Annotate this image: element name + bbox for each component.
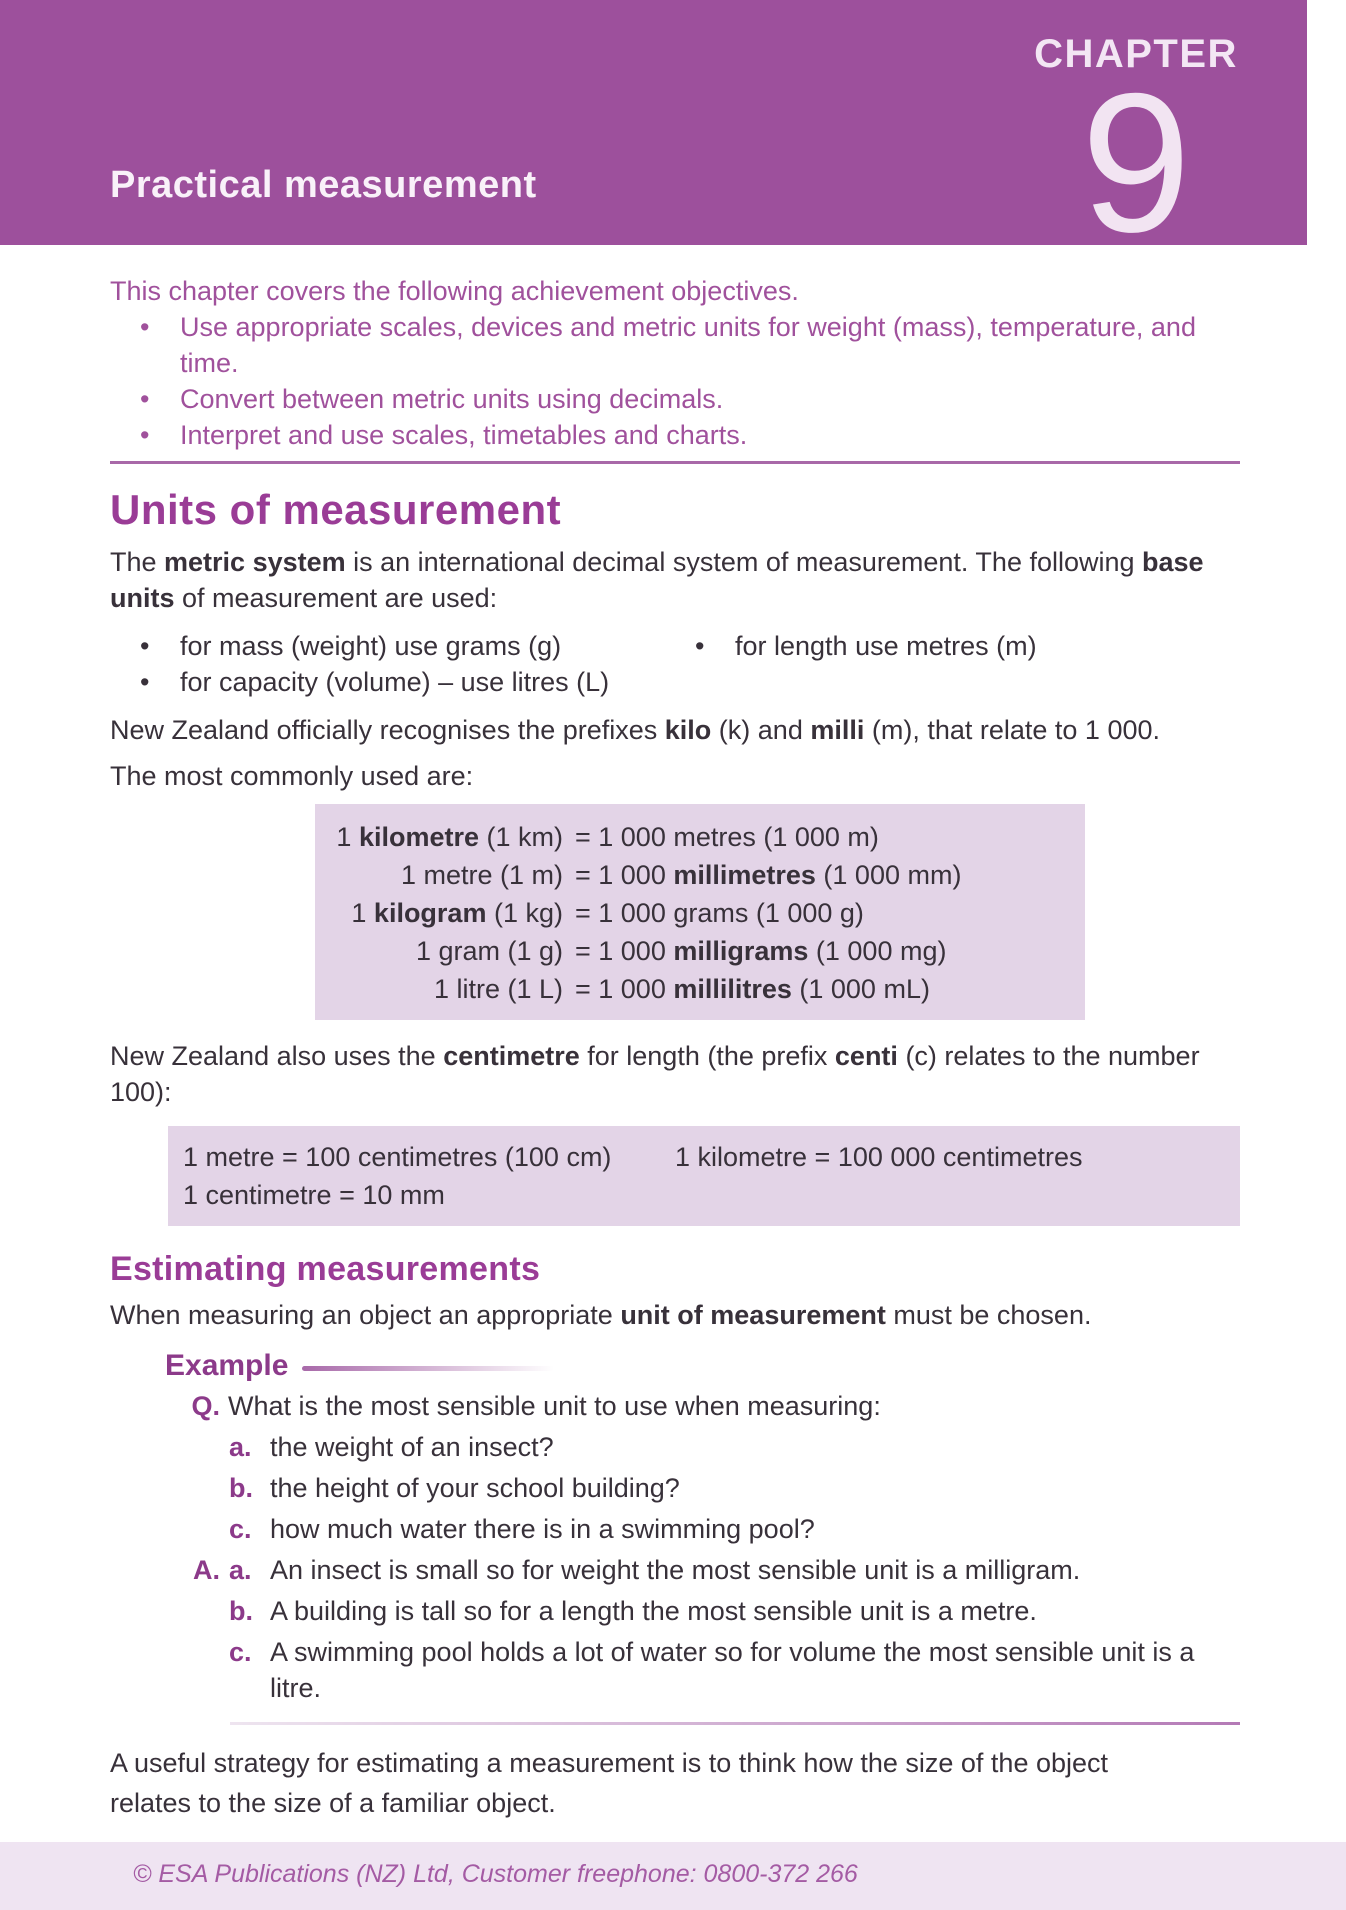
centimetre-box — [168, 1126, 1240, 1226]
base-unit-item — [110, 628, 665, 664]
objective-text: Interpret and use scales, timetables and charts. — [180, 420, 748, 450]
marker-spacer — [165, 1511, 220, 1547]
chapter-block — [1031, 30, 1241, 273]
base-unit-item — [110, 664, 1240, 700]
conversion-row — [315, 856, 1085, 894]
objective-text: Use appropriate scales, devices and metric units for weight (mass), temperature, and time. — [180, 312, 1196, 378]
units-heading: Units of measurement — [110, 486, 562, 533]
chapter-number: 9 — [1080, 52, 1192, 273]
base-unit-text: for capacity (volume) – use litres (L) — [180, 667, 610, 697]
section-divider — [110, 461, 1240, 464]
item-text: A swimming pool holds a lot of water so for volume the most sensible unit is a litre. — [270, 1637, 1195, 1703]
conversion-left: 1 metre (1 m) — [400, 860, 563, 890]
chapter-label: CHAPTER — [1034, 32, 1238, 76]
item-text: An insect is small so for weight the most sensible unit is a milligram. — [270, 1555, 1081, 1585]
objective-item — [110, 417, 1240, 453]
conversion-row — [315, 970, 1085, 1008]
conversion-right: = 1 000 grams (1 000 g) — [575, 898, 864, 928]
answer-marker: A. — [193, 1555, 220, 1585]
chapter-banner — [0, 0, 1307, 273]
prefix-note: New Zealand officially recognises the prefixes kilo (k) and milli (m), that relate to 1 000. — [110, 715, 1161, 745]
question-row — [165, 1388, 1240, 1424]
item-text: how much water there is in a swimming pool? — [270, 1514, 815, 1544]
marker-spacer — [165, 1429, 220, 1465]
bullet-icon: • — [140, 631, 150, 661]
item-letter: a. — [229, 1555, 252, 1585]
objective-text: Convert between metric units using decimals. — [180, 384, 724, 414]
base-unit-text: for length use metres (m) — [735, 631, 1037, 661]
question-text: What is the most sensible unit to use when measuring: — [228, 1391, 881, 1421]
question-item — [165, 1470, 1240, 1506]
item-letter: b. — [229, 1596, 253, 1626]
conversion-left: 1 litre (1 L) — [433, 974, 563, 1004]
example-rule — [302, 1366, 554, 1371]
page-content — [110, 245, 1240, 1823]
answer-item — [165, 1634, 1240, 1706]
copyright-text: © ESA Publications (NZ) Ltd, Customer freephone: 0800-372 266 — [133, 1860, 858, 1888]
conversion-right: = 1 000 millilitres (1 000 mL) — [575, 974, 930, 1004]
conversion-row — [315, 894, 1085, 932]
question-marker: Q. — [191, 1391, 220, 1421]
bullet-icon: • — [140, 420, 150, 450]
cm-fact: 1 centimetre = 10 mm — [183, 1180, 445, 1210]
bullet-icon: • — [695, 631, 705, 661]
estimating-intro: When measuring an object an appropriate unit of measurement must be chosen. — [110, 1300, 1092, 1330]
chapter-title: Practical measurement — [110, 164, 537, 206]
answer-item — [165, 1593, 1240, 1629]
cm-fact: 1 kilometre = 100 000 centimetres — [675, 1142, 1083, 1172]
marker-spacer — [165, 1470, 220, 1506]
centi-note: New Zealand also uses the centimetre for length (the prefix centi (c) relates to the number 100): — [110, 1041, 1200, 1107]
bullet-icon: • — [140, 667, 150, 697]
base-units-row — [110, 628, 1240, 664]
item-text: the weight of an insect? — [270, 1432, 554, 1462]
cm-fact: 1 metre = 100 centimetres (100 cm) — [183, 1142, 612, 1172]
example-block — [165, 1349, 1240, 1706]
base-unit-item — [665, 628, 1240, 664]
marker-spacer — [165, 1593, 220, 1629]
conversion-box — [315, 804, 1085, 1020]
base-unit-text: for mass (weight) use grams (g) — [180, 631, 562, 661]
marker-spacer — [165, 1634, 220, 1706]
conversion-row — [315, 932, 1085, 970]
conversion-left: 1 kilogram (1 kg) — [351, 898, 563, 928]
example-header — [165, 1349, 1240, 1383]
objective-item — [110, 381, 1240, 417]
question-item — [165, 1429, 1240, 1465]
conversion-left: 1 kilometre (1 km) — [336, 822, 563, 852]
item-letter: b. — [229, 1473, 253, 1503]
example-end-rule — [230, 1722, 1240, 1725]
item-letter: c. — [229, 1637, 252, 1667]
example-label: Example — [165, 1349, 289, 1382]
units-intro: The metric system is an international decimal system of measurement. The following base units of measurement are used: — [110, 547, 1204, 613]
conversion-left: 1 gram (1 g) — [415, 936, 563, 966]
bullet-icon: • — [140, 312, 150, 342]
objectives-intro: This chapter covers the following achievement objectives. — [110, 276, 799, 306]
common-lead: The most commonly used are: — [110, 761, 474, 791]
item-letter: c. — [229, 1514, 252, 1544]
conversion-right: = 1 000 milligrams (1 000 mg) — [575, 936, 947, 966]
conversion-row — [315, 818, 1085, 856]
centimetre-row — [183, 1176, 1240, 1214]
item-letter: a. — [229, 1432, 252, 1462]
objective-item — [110, 309, 1240, 381]
page-footer — [0, 1842, 1346, 1910]
conversion-right: = 1 000 millimetres (1 000 mm) — [575, 860, 962, 890]
conversion-right: = 1 000 metres (1 000 m) — [575, 822, 879, 852]
bullet-icon: • — [140, 384, 150, 414]
strategy-paragraph: A useful strategy for estimating a measurement is to think how the size of the object relates to the size of a familiar object. — [110, 1748, 1109, 1818]
item-text: A building is tall so for a length the most sensible unit is a metre. — [270, 1596, 1037, 1626]
estimating-heading: Estimating measurements — [110, 1250, 541, 1288]
item-text: the height of your school building? — [270, 1473, 680, 1503]
question-item — [165, 1511, 1240, 1547]
objectives-list — [110, 309, 1240, 453]
answer-item — [165, 1552, 1240, 1588]
centimetre-row — [183, 1138, 1240, 1176]
